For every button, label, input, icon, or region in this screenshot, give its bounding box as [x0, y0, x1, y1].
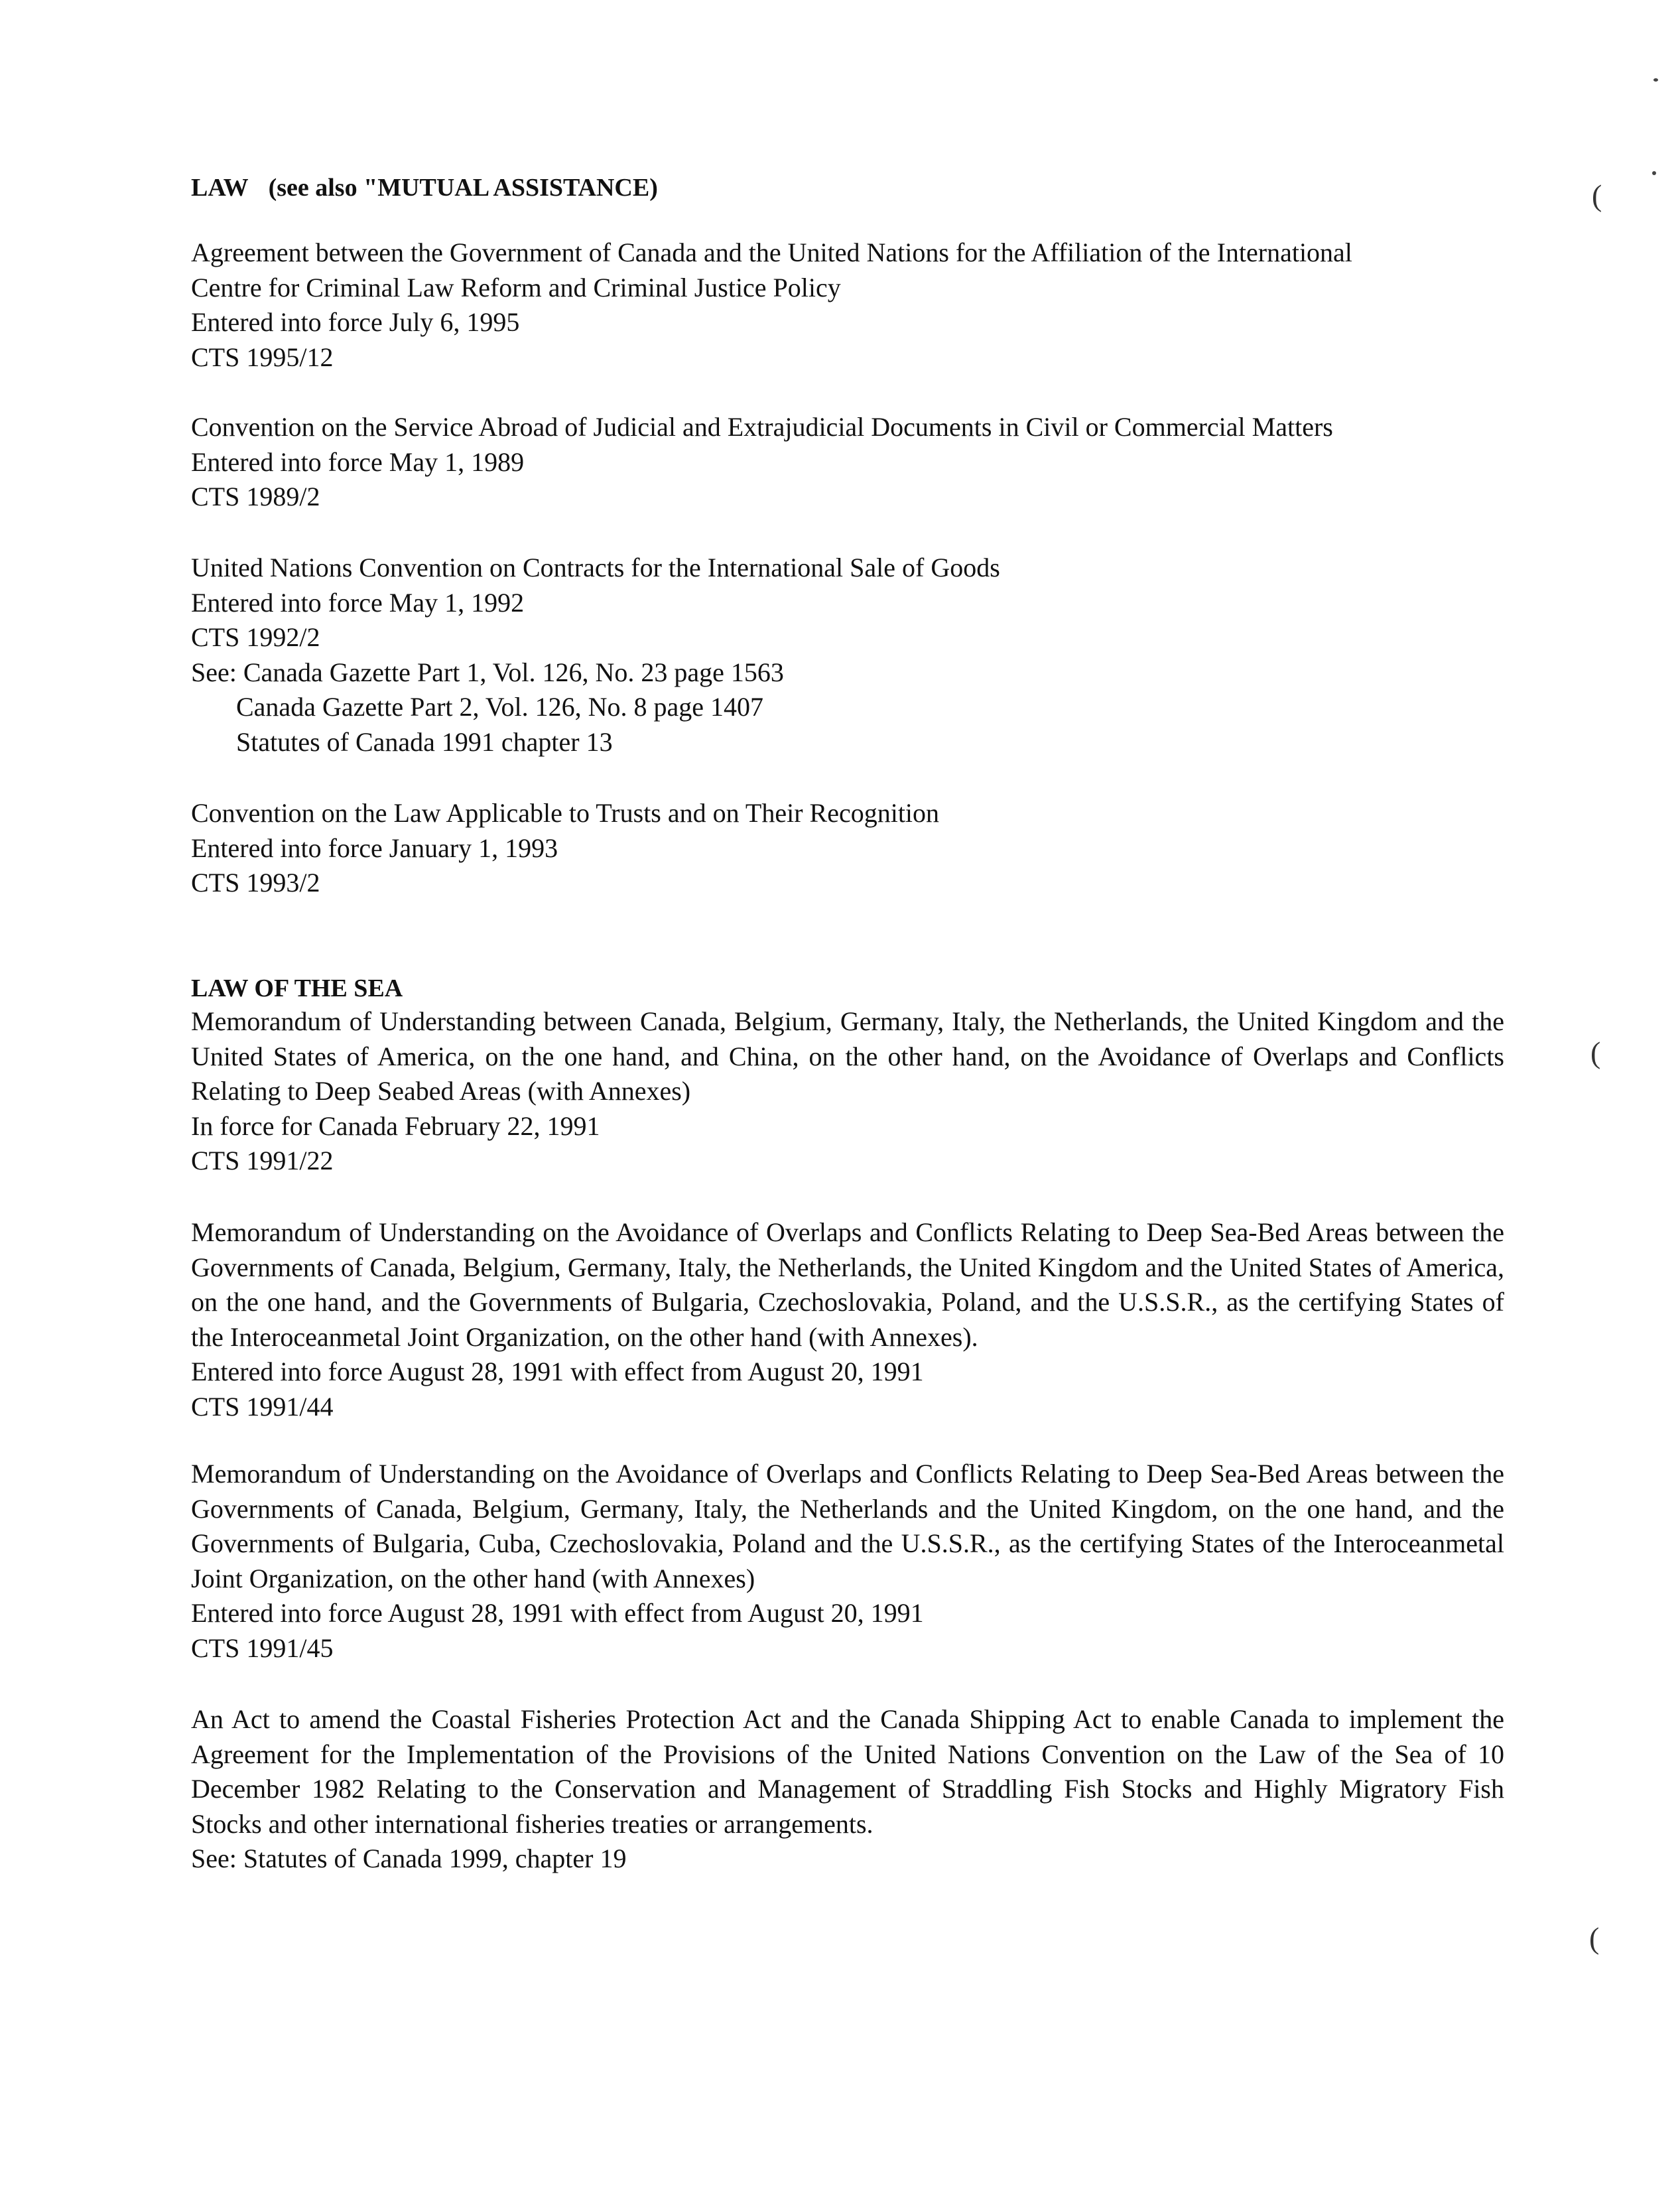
- treaty-see-reference: Statutes of Canada 1991 chapter 13: [236, 726, 613, 757]
- margin-paren-mark: (: [1592, 178, 1602, 212]
- treaty-title: Convention on the Service Abroad of Judicial and Extrajudicial Documents in Civil or Commercial Matters: [191, 412, 1333, 442]
- treaty-entry: [191, 1702, 1504, 1877]
- treaty-entry: [191, 796, 1504, 901]
- treaty-status: Entered into force May 1, 1992: [191, 587, 525, 618]
- treaty-title: An Act to amend the Coastal Fisheries Protection Act and the Canada Shipping Act to enable Canada to implement the Agreement for the Implementation of the Provisions of the United Nations Convention on the Law of the Sea of 10 December 1982 Relating to the Conservation and Management of Straddling Fish Stocks and Highly Migratory Fish Stocks and other international fisheries treaties or arrangements.: [191, 1704, 1504, 1839]
- section-heading-title: LAW: [191, 174, 249, 202]
- treaty-cts: CTS 1991/45: [191, 1633, 334, 1663]
- treaty-see-reference: Canada Gazette Part 2, Vol. 126, No. 8 page 1407: [236, 692, 764, 722]
- treaty-entry: [191, 551, 1504, 760]
- treaty-status: In force for Canada February 22, 1991: [191, 1110, 600, 1141]
- treaty-title: Convention on the Law Applicable to Trusts and on Their Recognition: [191, 798, 940, 828]
- margin-paren-mark: (: [1590, 1035, 1601, 1069]
- treaty-status: Entered into force August 28, 1991 with effect from August 20, 1991: [191, 1598, 924, 1628]
- treaty-status: Entered into force January 1, 1993: [191, 833, 558, 863]
- treaty-title-line: Centre for Criminal Law Reform and Criminal Justice Policy: [191, 272, 841, 302]
- treaty-status: Entered into force July 6, 1995: [191, 307, 520, 337]
- treaty-see-reference: See: Statutes of Canada 1999, chapter 19: [191, 1843, 627, 1873]
- section-heading-note: (see also "MUTUAL ASSISTANCE): [268, 174, 658, 202]
- treaty-see-reference: See: Canada Gazette Part 1, Vol. 126, No. 23 page 1563: [191, 657, 784, 687]
- scan-speck: [1653, 78, 1658, 82]
- treaty-title: United Nations Convention on Contracts for the International Sale of Goods: [191, 553, 1000, 582]
- treaty-cts: CTS 1993/2: [191, 868, 320, 898]
- treaty-entry: [191, 1457, 1504, 1666]
- treaty-title: Memorandum of Understanding between Canada, Belgium, Germany, Italy, the Netherlands, the United Kingdom and the United States of America, on the one hand, and China, on the other hand, on the Avoidance of Overlaps and Conflicts Relating to Deep Seabed Areas (with Annexes): [191, 1006, 1504, 1106]
- treaty-cts: CTS 1995/12: [191, 342, 334, 372]
- treaty-entry: [191, 1004, 1504, 1179]
- treaty-cts: CTS 1991/44: [191, 1391, 334, 1422]
- treaty-cts: CTS 1989/2: [191, 482, 320, 511]
- treaty-title: Memorandum of Understanding on the Avoidance of Overlaps and Conflicts Relating to Deep Sea-Bed Areas between the Governments of Canada, Belgium, Germany, Italy, the Netherlands and the United Kingdom, on the one hand, and the Governments of Bulgaria, Cuba, Czechoslovakia, Poland and the U.S.S.R., as the certifying States of the Interoceanmetal Joint Organization, on the other hand (with Annexes): [191, 1459, 1504, 1593]
- treaty-entry: [191, 1215, 1504, 1424]
- treaty-cts: CTS 1991/22: [191, 1146, 334, 1175]
- section-heading-title: LAW OF THE SEA: [191, 974, 403, 1002]
- treaty-title: Memorandum of Understanding on the Avoidance of Overlaps and Conflicts Relating to Deep Sea-Bed Areas between the Governments of Canada, Belgium, Germany, Italy, the Netherlands, the United Kingdom and the United States of America, on the one hand, and the Governments of Bulgaria, Czechoslovakia, Poland, and the U.S.S.R., as the certifying States of the Interoceanmetal Joint Organization, on the other hand (with Annexes).: [191, 1217, 1504, 1352]
- margin-paren-mark: (: [1589, 1921, 1600, 1955]
- scan-speck: [1652, 171, 1656, 175]
- treaty-status: Entered into force May 1, 1989: [191, 446, 525, 477]
- treaty-entry: [191, 410, 1504, 515]
- treaty-title-line: Agreement between the Government of Canada and the United Nations for the Affiliation of the International: [191, 237, 1352, 267]
- treaty-entry: [191, 235, 1504, 375]
- section-heading-law: [191, 171, 658, 204]
- treaty-cts: CTS 1992/2: [191, 622, 320, 652]
- treaty-status: Entered into force August 28, 1991 with effect from August 20, 1991: [191, 1357, 924, 1386]
- section-heading-law-of-the-sea: [191, 972, 403, 1005]
